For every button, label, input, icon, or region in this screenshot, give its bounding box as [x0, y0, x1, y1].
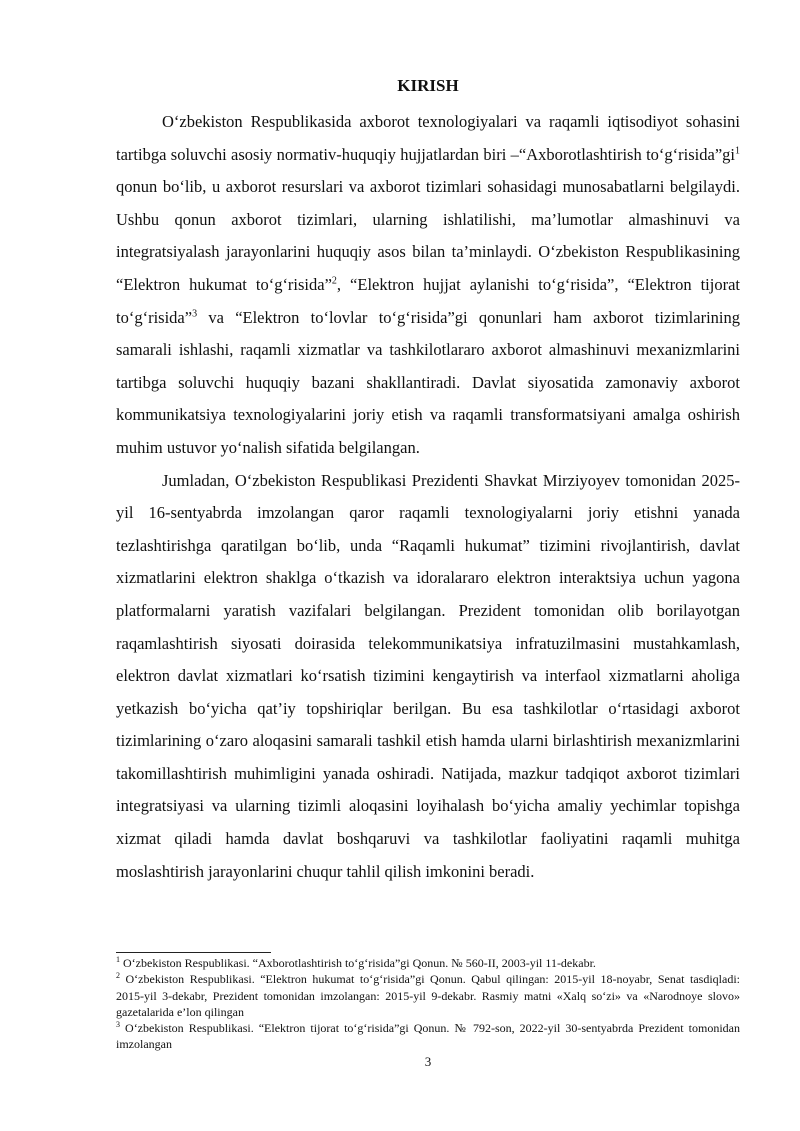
paragraph-1-text-d: va “Elektron to‘lovlar to‘g‘risida”gi qonunlari ham axborot tizimlarining samarali ishlashi, raqamli xizmatlar va tashkilotlararo axborot almashinuvi mexanizmlarini tartibga soluvchi huquqiy bazani shakllantiradi. Davlat siyosatida zamonaviy axborot kommunikatsiya texnologiyalarini joriy etish va raqamli transformatsiyani amalga oshirish muhim ustuvor yo‘nalish sifatida belgilangan. — [116, 307, 740, 457]
paragraph-1-text-a: O‘zbekiston Respublikasida axborot texnologiyalari va raqamli iqtisodiyot sohasini tartibga soluvchi asosiy normativ-huquqiy hujjatlardan biri –“Axborotlashtirish to‘g‘risida”gi — [116, 112, 740, 164]
footnote-separator — [116, 952, 271, 953]
footnote-number: 2 — [116, 971, 120, 981]
page-number: 3 — [424, 1054, 432, 1069]
footnote-ref-2[interactable]: 2 — [331, 275, 337, 287]
footnote-number: 1 — [116, 955, 120, 964]
footnote-text: O‘zbekiston Respublikasi. “Elektron hukumat to‘g‘risida”gi Qonun. Qabul qilingan: 2015-yil 18-noyabr, Senat tasdiqladi: 2015-yil 3-dekabr, Prezident tomonidan imzolangan: 2015-yil 9-dekabr. Rasmiy matni «Xalq so‘zi» va «Narodnoye slovo» gazetalarida e’lon qilingan — [116, 972, 740, 1019]
footnotes — [116, 955, 740, 1053]
paragraph-1 — [116, 106, 740, 465]
footnote-ref-3[interactable]: 3 — [192, 308, 198, 320]
footnote-3 — [116, 1020, 740, 1053]
footnote-text: O‘zbekiston Respublikasi. “Axborotlashtirish to‘g‘risida”gi Qonun. № 560-II, 2003-yil 11-dekabr. — [120, 956, 596, 970]
footnote-1 — [116, 955, 740, 971]
paragraph-1-text-b: qonun bo‘lib, u axborot resurslari va axborot tizimlari sohasidagi munosabatlarni belgilaydi. Ushbu qonun axborot tizimlari, ularning ishlatilishi, ma’lumotlar almashinuvi va integratsiyalash jarayonlarini huquqiy asos bilan ta’minlaydi. O‘zbekiston Respublikasining “Elektron hukumat to‘g‘risida” — [116, 177, 740, 294]
paragraph-2: Jumladan, O‘zbekiston Respublikasi Prezidenti Shavkat Mirziyoyev tomonidan 2025-yil 16-sentyabrda imzolangan qaror raqamli texnologiyalarni joriy etishni yanada tezlashtirishga qaratilgan bo‘lib, unda “Raqamli hukumat” tizimini rivojlantirish, davlat xizmatlarini elektron shaklga o‘tkazish va idoralararo elektron interaktsiya uchun yagona platformalarni yaratish vazifalari belgilangan. Prezident tomonidan olib borilayotgan raqamlashtirish siyosati doirasida telekommunikatsiya infratuzilmasini mustahkamlash, elektron davlat xizmatlari ko‘rsatish tizimini kengaytirish va interfaol xizmatlarni aholiga yetkazish bo‘yicha qat’iy topshiriqlar berilgan. Bu esa tashkilotlar o‘rtasidagi axborot tizimlarining o‘zaro aloqasini samarali tashkil etish hamda ularni birlashtirish mexanizmlarini takomillashtirish muhimligini yanada oshiradi. Natijada, mazkur tadqiqot axborot tizimlari integratsiyasi va ularning tizimli aloqasini loyihalash bo‘yicha amaliy yechimlar topishga xizmat qiladi hamda davlat boshqaruvi va tashkilotlar faoliyatini raqamli muhitga moslashtirish jarayonlarini chuqur tahlil qilish imkonini beradi. — [116, 470, 740, 881]
paragraph-1-text-c: , “Elektron hujjat aylanishi to‘g‘risida”, “Elektron tijorat to‘g‘risida” — [116, 274, 740, 327]
body-text — [116, 106, 740, 888]
footnote-ref-1[interactable]: 1 — [735, 145, 740, 157]
footnote-text: O‘zbekiston Respublikasi. “Elektron tijorat to‘g‘risida”gi Qonun. № 792-son, 2022-yil 30-sentyabrda Prezident tomonidan imzolangan — [116, 1021, 740, 1052]
footnote-number: 3 — [116, 1020, 120, 1030]
footnote-2 — [116, 971, 740, 1020]
section-heading: KIRISH — [397, 76, 459, 95]
